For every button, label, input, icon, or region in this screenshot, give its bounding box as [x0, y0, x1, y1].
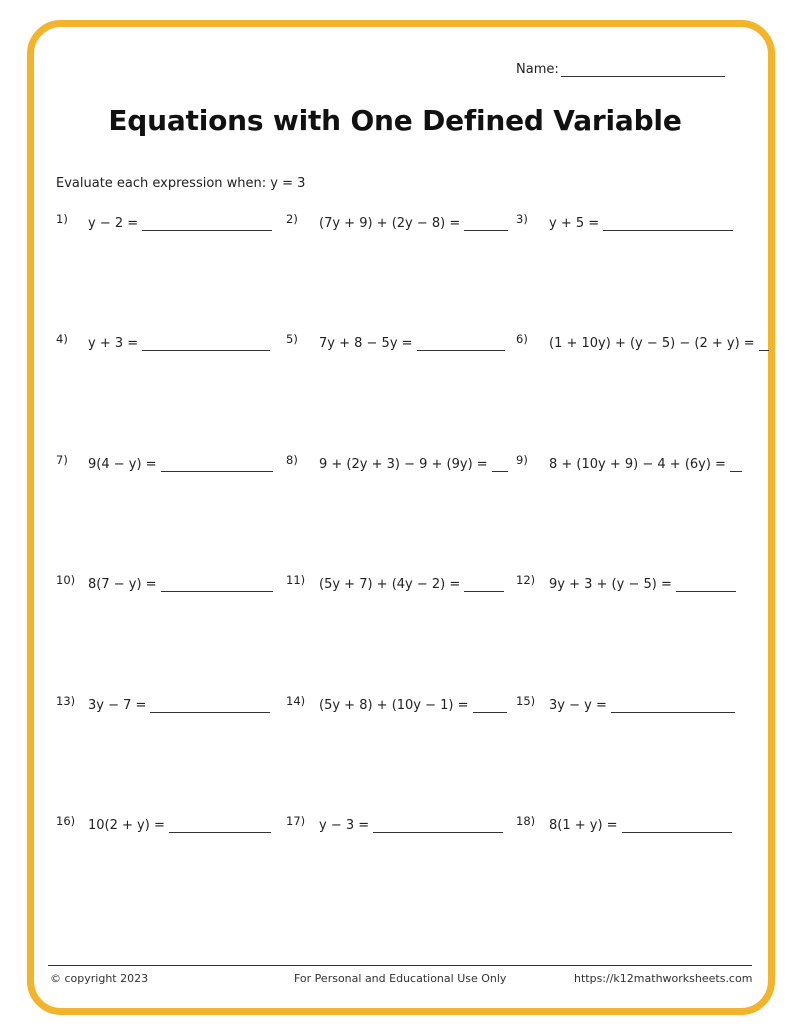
- problem-expression: 9(4 − y) =: [88, 457, 157, 472]
- problem-number: 6): [516, 332, 528, 346]
- problem-expression: 3y − y =: [549, 698, 607, 713]
- answer-blank[interactable]: [142, 215, 272, 231]
- problem-expression: y − 3 =: [319, 818, 370, 833]
- answer-blank[interactable]: [730, 456, 742, 472]
- answer-blank[interactable]: [676, 576, 736, 592]
- instruction-text: Evaluate each expression when: y = 3: [56, 176, 306, 191]
- problem-expression: 9y + 3 + (y − 5) =: [549, 577, 672, 592]
- answer-blank[interactable]: [622, 817, 732, 833]
- answer-blank[interactable]: [473, 697, 507, 713]
- answer-blank[interactable]: [150, 697, 270, 713]
- problem-number: 8): [286, 453, 298, 467]
- problem-number: 4): [56, 332, 68, 346]
- worksheet-title: Equations with One Defined Variable: [108, 104, 682, 137]
- problem-number: 3): [516, 212, 528, 226]
- answer-blank[interactable]: [161, 576, 273, 592]
- problem-number: 12): [516, 573, 536, 587]
- answer-blank[interactable]: [603, 215, 733, 231]
- answer-blank[interactable]: [142, 335, 270, 351]
- problem-expression: (1 + 10y) + (y − 5) − (2 + y) =: [549, 336, 755, 351]
- problem-expression: (5y + 7) + (4y − 2) =: [319, 577, 461, 592]
- problem-number: 2): [286, 212, 298, 226]
- problem-expression: 9 + (2y + 3) − 9 + (9y) =: [319, 457, 488, 472]
- problem-number: 9): [516, 453, 528, 467]
- problem-expression: 3y − 7 =: [88, 698, 147, 713]
- answer-blank[interactable]: [464, 215, 508, 231]
- problem-expression: 10(2 + y) =: [88, 818, 165, 833]
- name-label: Name:: [516, 62, 559, 77]
- answer-blank[interactable]: [417, 335, 505, 351]
- problem-number: 17): [286, 814, 306, 828]
- answer-blank[interactable]: [492, 456, 508, 472]
- problem-expression: 8(1 + y) =: [549, 818, 618, 833]
- problem-expression: 8 + (10y + 9) − 4 + (6y) =: [549, 457, 726, 472]
- problem-number: 7): [56, 453, 68, 467]
- problem-expression: (5y + 8) + (10y − 1) =: [319, 698, 469, 713]
- problem-number: 18): [516, 814, 536, 828]
- answer-blank[interactable]: [373, 817, 503, 833]
- footer-website[interactable]: https://k12mathworksheets.com: [574, 972, 753, 985]
- worksheet-border: [27, 20, 775, 1015]
- problem-number: 14): [286, 694, 306, 708]
- problem-number: 16): [56, 814, 76, 828]
- footer-copyright: © copyright 2023: [50, 972, 149, 985]
- name-field: [516, 62, 725, 77]
- problem-expression: 7y + 8 − 5y =: [319, 336, 413, 351]
- answer-blank[interactable]: [759, 335, 769, 351]
- problem-expression: (7y + 9) + (2y − 8) =: [319, 216, 461, 231]
- footer-usage: For Personal and Educational Use Only: [294, 972, 507, 985]
- problem-number: 15): [516, 694, 536, 708]
- problem-expression: y + 3 =: [88, 336, 139, 351]
- problem-number: 11): [286, 573, 306, 587]
- footer-divider: [48, 965, 752, 966]
- answer-blank[interactable]: [169, 817, 271, 833]
- answer-blank[interactable]: [611, 697, 735, 713]
- name-blank[interactable]: [561, 62, 725, 77]
- problem-number: 10): [56, 573, 76, 587]
- problem-number: 1): [56, 212, 68, 226]
- problem-expression: 8(7 − y) =: [88, 577, 157, 592]
- answer-blank[interactable]: [464, 576, 504, 592]
- problem-expression: y − 2 =: [88, 216, 139, 231]
- problem-number: 13): [56, 694, 76, 708]
- answer-blank[interactable]: [161, 456, 273, 472]
- problem-number: 5): [286, 332, 298, 346]
- problem-expression: y + 5 =: [549, 216, 600, 231]
